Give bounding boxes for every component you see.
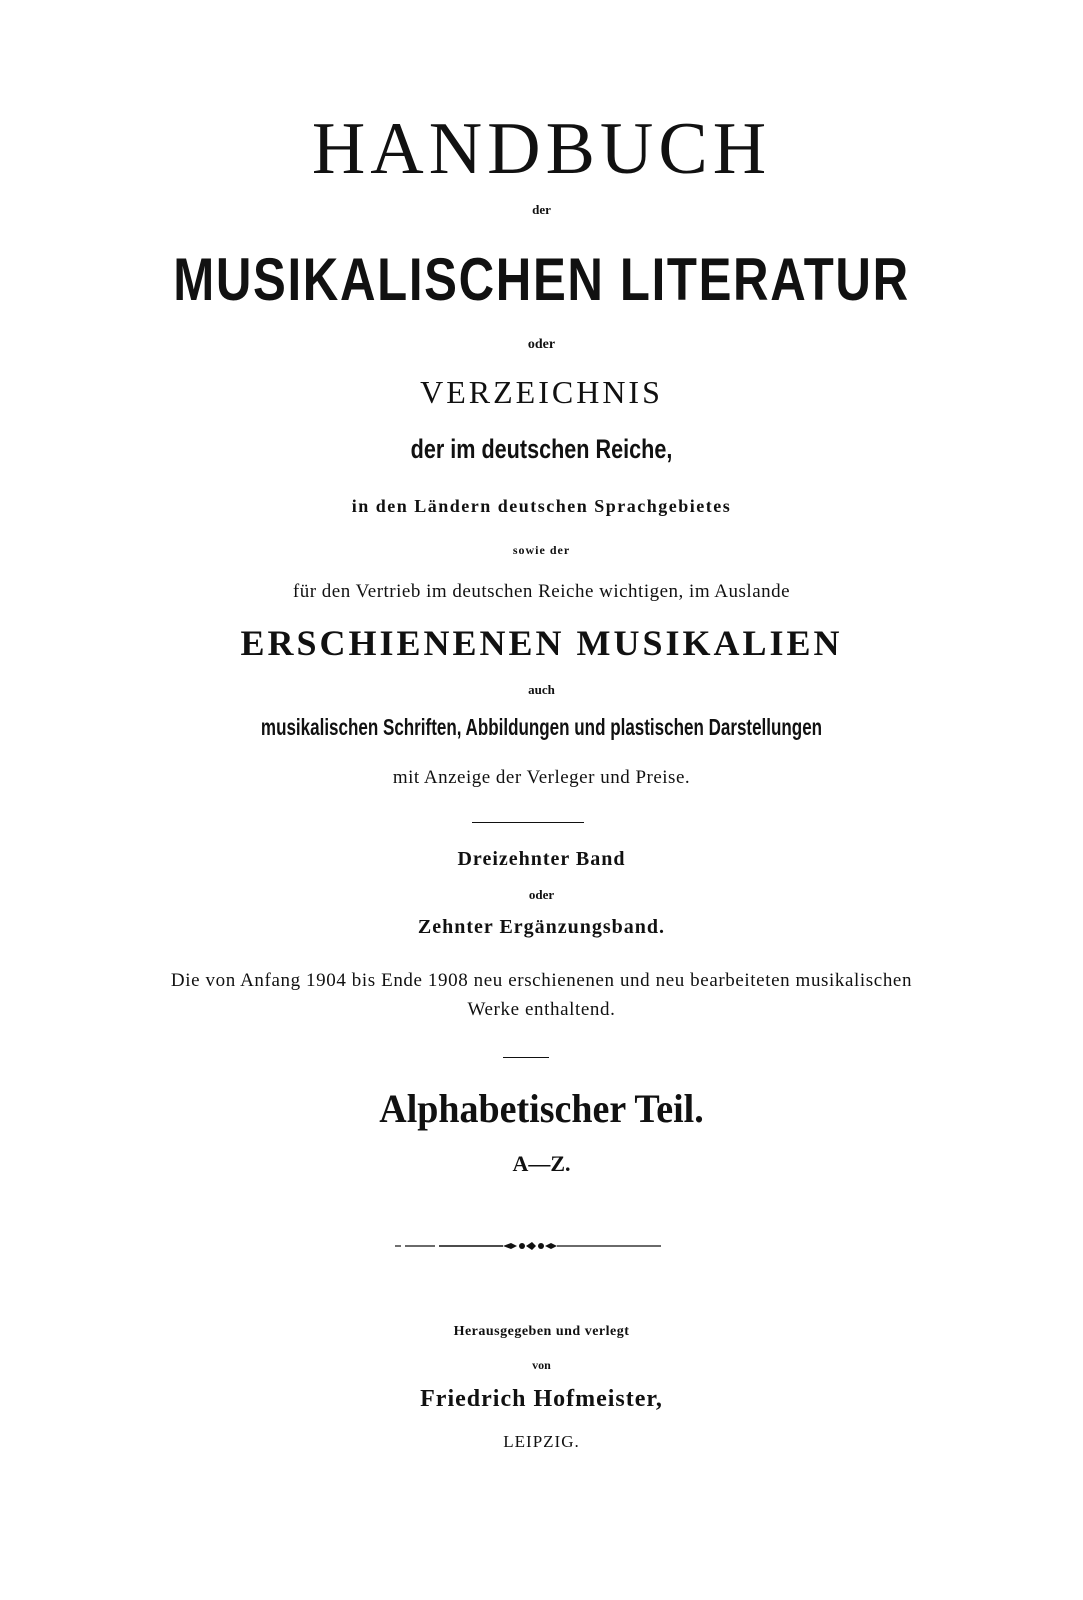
publisher-city: LEIPZIG.	[503, 1432, 580, 1451]
divider-rule-1	[472, 822, 584, 823]
musikalien-heading: ERSCHIENENEN MUSIKALIEN	[240, 623, 843, 663]
letter-range: A—Z.	[512, 1151, 571, 1176]
supplement-label: Zehnter Ergänzungsband.	[417, 916, 666, 938]
connector-von: von	[532, 1358, 551, 1372]
verzeichnis-heading: VERZEICHNIS	[420, 374, 663, 410]
ornament-rule	[395, 1238, 661, 1254]
description-line-2: Werke enthaltend.	[467, 999, 616, 1020]
divider-rule-2	[503, 1057, 549, 1058]
verleger-line: mit Anzeige der Verleger und Preise.	[392, 767, 691, 788]
main-title: HANDBUCH	[311, 108, 772, 190]
connector-sowie-der: sowie der	[512, 543, 571, 557]
schriften-line: musikalischen Schriften, Abbildungen und plastischen Darstellungen	[260, 714, 823, 740]
vertrieb-line: für den Vertrieb im deutschen Reiche wichtigen, im Auslande	[292, 581, 791, 602]
connector-auch: auch	[528, 682, 555, 697]
part-title: Alphabetischer Teil.	[379, 1086, 704, 1131]
connector-der: der	[532, 202, 551, 217]
volume-label: Dreizehnter Band	[457, 848, 626, 870]
connector-oder-1: oder	[527, 337, 556, 352]
connector-oder-2: oder	[528, 887, 555, 902]
subject-title: MUSIKALISCHEN LITERATUR	[173, 246, 910, 313]
description-line-1: Die von Anfang 1904 bis Ende 1908 neu erschienenen und neu bearbeiteten musikalischen	[170, 970, 913, 991]
herausgegeben-line: Herausgegeben und verlegt	[453, 1324, 630, 1339]
reich-line: der im deutschen Reiche,	[410, 434, 673, 464]
sprachgebiet-line: in den Ländern deutschen Sprachgebietes	[351, 496, 732, 516]
publisher-name: Friedrich Hofmeister,	[420, 1386, 663, 1412]
